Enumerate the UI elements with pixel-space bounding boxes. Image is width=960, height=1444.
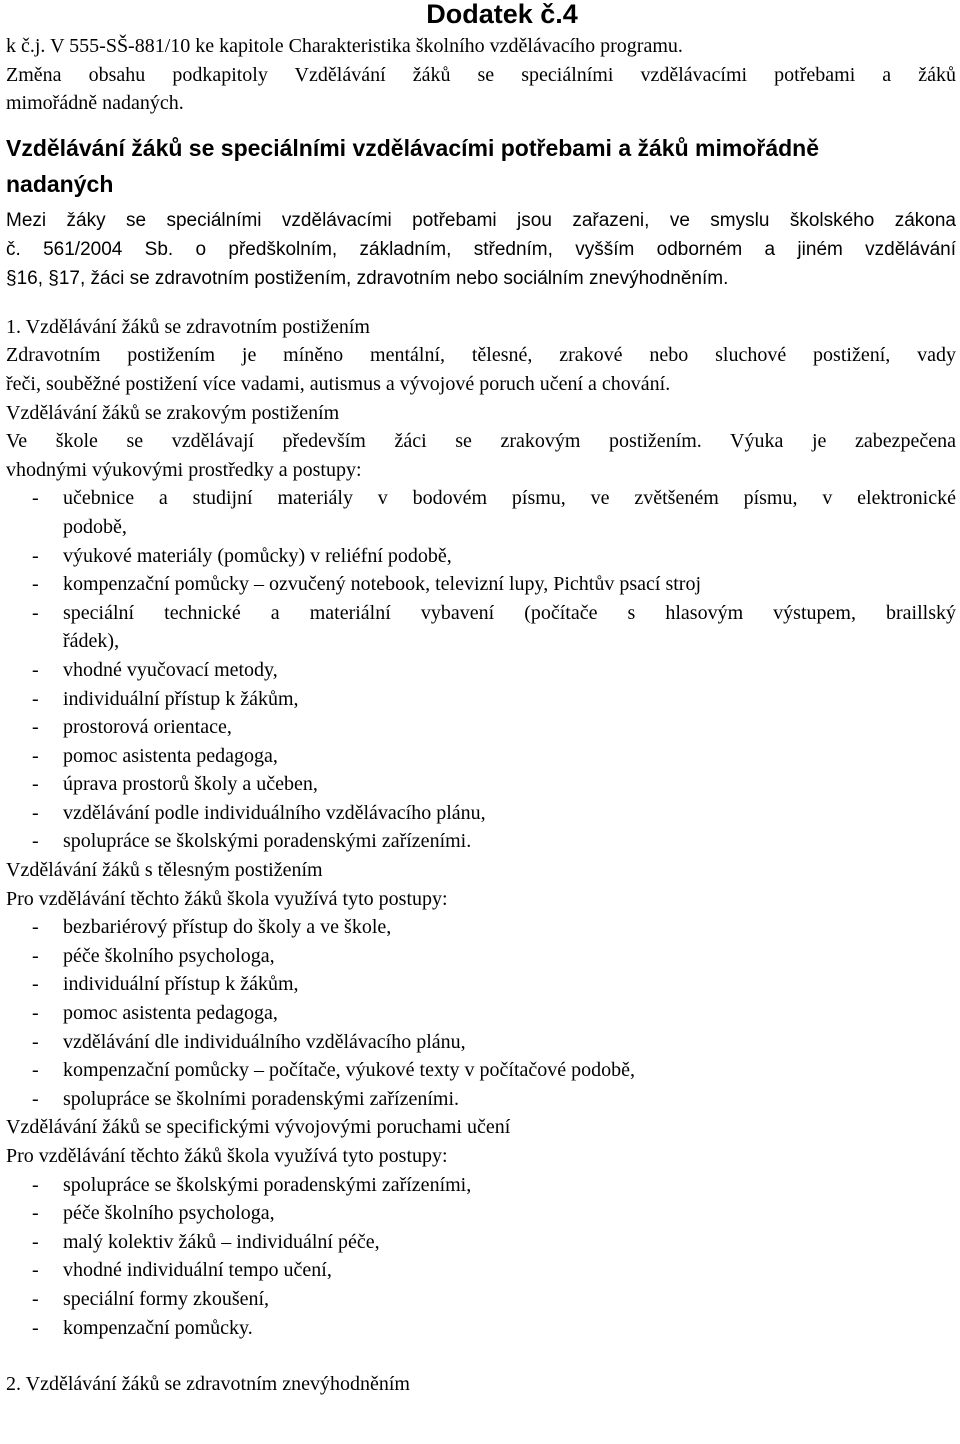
list-dash: - [32, 1002, 39, 1025]
list-dash: - [32, 1030, 39, 1053]
visual-desc-line: vhodnými výukovými prostředky a postupy: [6, 458, 362, 481]
list-item: - pomoc asistenta pedagoga, [6, 742, 956, 771]
physical-list [6, 913, 956, 1113]
list-item: - prostorová orientace, [6, 713, 956, 742]
list-dash: - [32, 1173, 39, 1196]
intro-paragraph [6, 206, 956, 293]
header-line: mimořádně nadaných. [6, 92, 184, 115]
list-dash: - [32, 1087, 39, 1110]
header-line: Změna obsahu podkapitoly Vzdělávání žáků se speciálními vzdělávacími potřebami a žáků [6, 63, 956, 86]
list-item: - péče školního psychologa, [6, 942, 956, 971]
intro-line: Mezi žáky se speciálními vzdělávacími potřebami jsou zařazeni, ve smyslu školského zákona [6, 209, 956, 231]
list-dash: - [32, 658, 39, 681]
spacer [6, 1342, 956, 1370]
list-item: - učebnice a studijní materiály v bodovém písmu, ve zvětšeném písmu, v elektronické podobě, [6, 484, 956, 541]
visual-desc-line: Ve škole se vzdělávají především žáci se zrakovým postižením. Výuka je zabezpečena [6, 430, 956, 453]
section-1-desc-line: řeči, souběžné postižení více vadami, autismus a vývojové poruch učení a chování. [6, 372, 671, 395]
learning-list [6, 1171, 956, 1343]
visual-impairment-block [6, 399, 956, 857]
list-item: - individuální přístup k žákům, [6, 685, 956, 714]
header-block [6, 32, 956, 118]
list-item: - speciální technické a materiální vybavení (počítače s hlasovým výstupem, braillský řádek), [6, 599, 956, 656]
list-item: - kompenzační pomůcky – ozvučený notebook, televizní lupy, Pichtův psací stroj [6, 570, 956, 599]
main-heading-line: Vzdělávání žáků se speciálními vzdělávacími potřebami a žáků mimořádně [6, 134, 819, 161]
physical-impairment-block [6, 856, 956, 1113]
learning-disorder-block [6, 1113, 956, 1342]
list-dash: - [32, 544, 39, 567]
list-dash: - [32, 744, 39, 767]
section-1-desc-line: Zdravotním postižením je míněno mentální, tělesné, zrakové nebo sluchové postižení, vady [6, 344, 956, 367]
main-heading-line: nadaných [6, 170, 114, 197]
list-item: - kompenzační pomůcky. [6, 1314, 956, 1343]
list-item: - vhodné individuální tempo učení, [6, 1256, 956, 1285]
list-item: - vzdělávání dle individuálního vzdělávacího plánu, [6, 1028, 956, 1057]
list-dash: - [32, 1202, 39, 1225]
list-dash: - [32, 716, 39, 739]
list-dash: - [32, 1316, 39, 1339]
section-2-heading: 2. Vzdělávání žáků se zdravotním znevýhodněním [6, 1373, 410, 1396]
visual-list [6, 484, 956, 856]
document-page [6, 0, 956, 1399]
document-title: Dodatek č.4 [426, 0, 578, 29]
list-item: - individuální přístup k žákům, [6, 970, 956, 999]
list-item: - kompenzační pomůcky – počítače, výukové texty v počítačové podobě, [6, 1056, 956, 1085]
visual-heading: Vzdělávání žáků se zrakovým postižením [6, 401, 340, 424]
list-dash: - [32, 1059, 39, 1082]
intro-line: §16, §17, žáci se zdravotním postižením, zdravotním nebo sociálním znevýhodněním. [6, 267, 729, 289]
list-dash: - [32, 487, 39, 510]
header-line: k č.j. V 555-SŠ-881/10 ke kapitole Charakteristika školního vzdělávacího programu. [6, 35, 683, 57]
list-dash: - [32, 830, 39, 853]
list-item: - úprava prostorů školy a učeben, [6, 770, 956, 799]
list-item: - bezbariérový přístup do školy a ve škole, [6, 913, 956, 942]
section-2 [6, 1370, 956, 1399]
learning-desc: Pro vzdělávání těchto žáků škola využívá tyto postupy: [6, 1145, 448, 1167]
list-dash: - [32, 973, 39, 996]
spacer [6, 293, 956, 313]
list-item: - výukové materiály (pomůcky) v reliéfní podobě, [6, 542, 956, 571]
list-dash: - [32, 801, 39, 824]
list-item: - malý kolektiv žáků – individuální péče, [6, 1228, 956, 1257]
list-item: - spolupráce se školními poradenskými zařízeními. [6, 1085, 956, 1114]
list-dash: - [32, 1230, 39, 1253]
learning-heading: Vzdělávání žáků se specifickými vývojovými poruchami učení [6, 1116, 511, 1139]
main-heading [6, 130, 956, 202]
physical-desc: Pro vzdělávání těchto žáků škola využívá tyto postupy: [6, 887, 448, 910]
list-dash: - [32, 687, 39, 710]
intro-line: č. 561/2004 Sb. o předškolním, základním, středním, vyšším odborném a jiném vzdělávání [6, 238, 956, 260]
section-1-heading: 1. Vzdělávání žáků se zdravotním postižením [6, 315, 370, 338]
section-1 [6, 313, 956, 1342]
list-item: - spolupráce se školskými poradenskými zařízeními. [6, 827, 956, 856]
physical-heading: Vzdělávání žáků s tělesným postižením [6, 859, 323, 882]
list-item: - vzdělávání podle individuálního vzdělávacího plánu, [6, 799, 956, 828]
list-dash: - [32, 773, 39, 796]
list-item: - vhodné vyučovací metody, [6, 656, 956, 685]
list-item: - speciální formy zkoušení, [6, 1285, 956, 1314]
list-item: - pomoc asistenta pedagoga, [6, 999, 956, 1028]
list-dash: - [32, 1259, 39, 1282]
list-dash: - [32, 573, 39, 596]
list-dash: - [32, 944, 39, 967]
list-item: - spolupráce se školskými poradenskými zařízeními, [6, 1171, 956, 1200]
list-dash: - [32, 601, 39, 624]
list-item: - péče školního psychologa, [6, 1199, 956, 1228]
list-dash: - [32, 916, 39, 939]
list-dash: - [32, 1287, 39, 1310]
